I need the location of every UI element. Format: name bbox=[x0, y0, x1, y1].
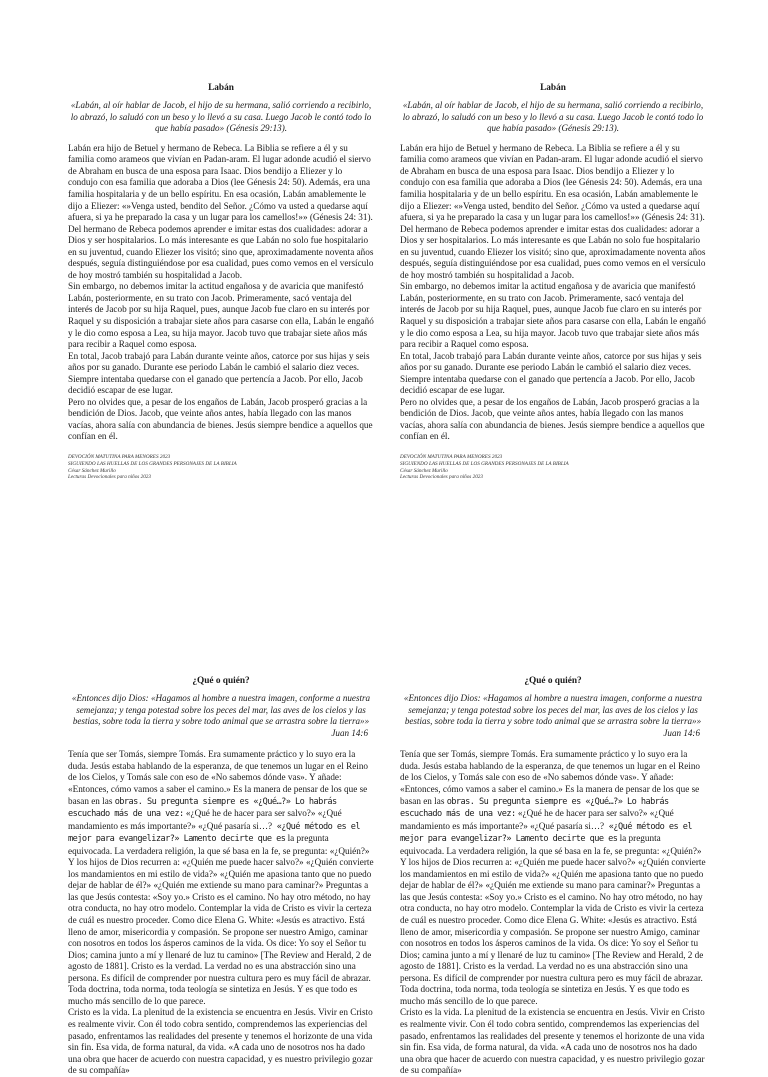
paragraph: Labán era hijo de Betuel y hermano de Rebeca. La Biblia se refiere a él y su familia como arameos que vivían en Padan-aram. El lugar adonde acudió el siervo de Abraham en busca de una esposa para Isaac. Dios bendijo a Eliezer y lo condujo con esa familia que adoraba a Dios (lee Génesis 24: 50). Además, era una familia hospitalaria y de un bello espíritu. En esa ocasión, Labán amablemente le dijo a Eliezer: «»Venga usted, bendito del Señor. ¿Cómo va usted a quedarse aquí afuera, si ya he preparado la casa y un lugar para los camellos!»» (Génesis 24: 31). Del hermano de Rebeca podemos aprender e imitar estas dos cualidades: adorar a Dios y ser hospitalarios. Lo más interesante es que Labán no solo fue hospitalario en su juventud, cuando Eliezer los visitó; sino que, aproximadamente noventa años después, seguía distinguiéndose por esa cualidad, pues como vemos en el versículo de hoy mostró también su hospitalidad a Jacob. bbox=[68, 142, 374, 280]
bold-text-run: «¿Qué método es el mejor para evangelizar?» Lamento decirte que es bbox=[68, 821, 360, 845]
text-run: la pregunta equivocada. La verdadera religión, la que sé basa en la fe, se pregunta: «¿Quién?» Y los hijos de Dios recurren a: «¿Quién me puede hacer salvo?» «¿Quién convierte los mandamientos en mi estilo de vida?» «¿Quién me apasiona tanto que no puedo dejar de hablar de él?» «¿Quién me extiende su mano para caminar?» Preguntas a las que Jesús contesta: «Soy yo.» Cristo es el camino. No hay otro método, no hay otra conducta, no hay otro modelo. Contemplar la vida de Cristo es vivir la certeza de cuál es nuestro proceder. Como dice Elena G. White: «Jesús es atractivo. Está lleno de amor, misericordia y compasión. Se propone ser nuestro Amigo, caminar con nosotros en todos los ásperos caminos de la vida. Os dice: Yo soy el Señor tu Dios; camina junto a mí y llenaré de luz tu camino» [The Review and Herald, 2 de agosto de 1881]. Cristo es la verdad. La verdad no es una abstracción sino una persona. Es difícil de comprender por nuestra cultura pero es muy fácil de abrazar. Toda doctrina, toda norma, toda teología se sintetiza en Jesús. Y es que todo es mucho más sencillo de lo que parece. bbox=[400, 833, 706, 1006]
credit-line: SIGUIENDO LAS HUELLAS DE LOS GRANDES PERSONAJES DE LA BIBLIA bbox=[68, 460, 237, 467]
key-verse: «Labán, al oír hablar de Jacob, el hijo de su hermana, salió corriendo a recibirlo, lo abrazó, lo saludó con un beso y lo llevó a su casa. Luego Jacob le contó todo lo que había pasado» (Génesis 29:13). bbox=[70, 100, 372, 134]
text-run: Tenía que ser Tomás, siempre Tomás. Era sumamente práctico y lo suyo era la duda. Jesús estaba hablando de la esperanza, de que tenemos un lugar en el Reino de los Cielos, y Tomás sale con eso de «No sabemos dónde vas». Y añade: «Entonces, cómo vamos a saber el camino.» Es la manera de pensar de los que se basan en las bbox=[400, 749, 701, 806]
text-run: la pregunta equivocada. La verdadera religión, la que sé basa en la fe, se pregunta: «¿Quién?» Y los hijos de Dios recurren a: «¿Quién me puede hacer salvo?» «¿Quién convierte los mandamientos en mi estilo de vida?» «¿Quién me apasiona tanto que no puedo dejar de hablar de él?» «¿Quién me extiende su mano para caminar?» Preguntas a las que Jesús contesta: «Soy yo.» Cristo es el camino. No hay otro método, no hay otra conducta, no hay otro modelo. Contemplar la vida de Cristo es vivir la certeza de cuál es nuestro proceder. Como dice Elena G. White: «Jesús es atractivo. Está lleno de amor, misericordia y compasión. Se propone ser nuestro Amigo, caminar con nosotros en todos los ásperos caminos de la vida. Os dice: Yo soy el Señor tu Dios; camina junto a mí y llenaré de luz tu camino» [The Review and Herald, 2 de agosto de 1881]. Cristo es la verdad. La verdad no es una abstracción sino una persona. Es difícil de comprender por nuestra cultura pero es muy fácil de abrazar. Toda doctrina, toda norma, toda teología se sintetiza en Jesús. Y es que todo es mucho más sencillo de lo que parece. bbox=[68, 833, 374, 1006]
paragraph: Sin embargo, no debemos imitar la actitud engañosa y de avaricia que manifestó Labán, posteriormente, en su trato con Jacob. Primeramente, sacó ventaja del interés de Jacob por su hija Raquel, pues, aunque Jacob fue claro en su interés por Raquel y su disposición a trabajar siete años para casarse con ella, Labán le engañó y le dio como esposa a Lea, su hija mayor. Jacob tuvo que trabajar siete años más para recibir a Raquel como esposa. bbox=[68, 281, 374, 350]
credits bbox=[68, 454, 374, 481]
page-que-o-quien-right bbox=[400, 675, 706, 1076]
key-verse: «Entonces dijo Dios: «Hagamos al hombre a nuestra imagen, conforme a nuestra semejanza; y tenga potestad sobre los peces del mar, las aves de los cielos y las bestias, sobre toda la tierra y sobre todo animal que se arrastra sobre la tierra»» bbox=[71, 693, 371, 727]
page-title: ¿Qué o quién? bbox=[524, 676, 582, 686]
page-title: ¿Qué o quién? bbox=[192, 676, 250, 686]
paragraph: Sin embargo, no debemos imitar la actitud engañosa y de avaricia que manifestó Labán, posteriormente, en su trato con Jacob. Primeramente, sacó ventaja del interés de Jacob por su hija Raquel, pues, aunque Jacob fue claro en su interés por Raquel y su disposición a trabajar siete años para casarse con ella, Labán le engañó y le dio como esposa a Lea, su hija mayor. Jacob tuvo que trabajar siete años más para recibir a Raquel como esposa. bbox=[400, 281, 706, 350]
page-laban-left bbox=[68, 82, 374, 522]
credit-line: SIGUIENDO LAS HUELLAS DE LOS GRANDES PERSONAJES DE LA BIBLIA bbox=[400, 460, 569, 467]
paragraph: Pero no olvides que, a pesar de los engaños de Labán, Jacob prosperó gracias a la bendición de Dios. Jacob, que veinte años antes, había llegado con las manos vacías, ahora salía con abundancia de bienes. Jesús siempre bendice a aquellos que confían en él. bbox=[400, 396, 705, 442]
key-verse: «Labán, al oír hablar de Jacob, el hijo de su hermana, salió corriendo a recibirlo, lo abrazó, lo saludó con un beso y lo llevó a su casa. Luego Jacob le contó todo lo que había pasado» (Génesis 29:13). bbox=[402, 100, 704, 134]
paragraph: En total, Jacob trabajó para Labán durante veinte años, catorce por sus hijas y seis años por su ganado. Durante ese periodo Labán le cambió el salario diez veces. Siempre intentaba quedarse con el ganado que pertencía a Jacob. Por ello, Jacob decidió escapar de ese lugar. bbox=[400, 350, 702, 396]
page-laban-right bbox=[400, 82, 706, 522]
text-run: Tenía que ser Tomás, siempre Tomás. Era sumamente práctico y lo suyo era la duda. Jesús estaba hablando de la esperanza, de que tenemos un lugar en el Reino de los Cielos, y Tomás sale con eso de «No sabemos dónde vas». Y añade: «Entonces, cómo vamos a saber el camino.» Es la manera de pensar de los que se basan en las bbox=[68, 749, 369, 806]
credit-line: DEVOCIÓN MATUTINA PARA MENORES 2023 bbox=[68, 454, 171, 460]
paragraph: Labán era hijo de Betuel y hermano de Rebeca. La Biblia se refiere a él y su familia como arameos que vivían en Padan-aram. El lugar adonde acudió el siervo de Abraham en busca de una esposa para Isaac. Dios bendijo a Eliezer y lo condujo con esa familia que adoraba a Dios (lee Génesis 24: 50). Además, era una familia hospitalaria y de un bello espíritu. En esa ocasión, Labán amablemente le dijo a Eliezer: «»Venga usted, bendito del Señor. ¿Cómo va usted a quedarse aquí afuera, si ya he preparado la casa y un lugar para los camellos!»» (Génesis 24: 31). Del hermano de Rebeca podemos aprender e imitar estas dos cualidades: adorar a Dios y ser hospitalarios. Lo más interesante es que Labán no solo fue hospitalario en su juventud, cuando Eliezer los visitó; sino que, aproximadamente noventa años después, seguía distinguiéndose por esa cualidad, pues como vemos en el versículo de hoy mostró también su hospitalidad a Jacob. bbox=[400, 142, 706, 280]
bold-text-run: obras. Su pregunta siempre es «¿Qué…?» Lo habrás escuchado más de una vez: bbox=[68, 796, 337, 820]
verse-reference: Juan 14:6 bbox=[331, 727, 368, 738]
paragraph: Cristo es la vida. La plenitud de la existencia se encuentra en Jesús. Vivir en Cristo es realmente vivir. Con él todo cobra sentido, comprendemos las experiencias del pasado, enfrentamos las realidades del presente y tenemos el horizonte de una vida sin fin. Esa vida, de forma natural, da vida. «A cada uno de nosotros nos ha dado una obra que hacer de acuerdo con nuestra capacidad, y es nuestro privilegio gozar de su compañía» bbox=[400, 1007, 705, 1076]
text-run: «¿Qué he de hacer para ser salvo?» «¿Qué mandamiento es más importante?» «¿Qué pasaría si…? bbox=[400, 808, 674, 831]
credit-line: Lecturas Devocionales para niños 2023 bbox=[400, 474, 483, 481]
bold-text-run: «¿Qué método es el mejor para evangelizar?» Lamento decirte que es bbox=[400, 821, 692, 845]
paragraph: Cristo es la vida. La plenitud de la existencia se encuentra en Jesús. Vivir en Cristo es realmente vivir. Con él todo cobra sentido, comprendemos las experiencias del pasado, enfrentamos las realidades del presente y tenemos el horizonte de una vida sin fin. Esa vida, de forma natural, da vida. «A cada uno de nosotros nos ha dado una obra que hacer de acuerdo con nuestra capacidad, y es nuestro privilegio gozar de su compañía» bbox=[68, 1007, 373, 1076]
paragraph: En total, Jacob trabajó para Labán durante veinte años, catorce por sus hijas y seis años por su ganado. Durante ese periodo Labán le cambió el salario diez veces. Siempre intentaba quedarse con el ganado que pertencía a Jacob. Por ello, Jacob decidió escapar de ese lugar. bbox=[68, 350, 370, 396]
paragraph bbox=[68, 749, 374, 1007]
key-verse: «Entonces dijo Dios: «Hagamos al hombre a nuestra imagen, conforme a nuestra semejanza; y tenga potestad sobre los peces del mar, las aves de los cielos y las bestias, sobre toda la tierra y sobre todo animal que se arrastra sobre la tierra»» bbox=[403, 693, 703, 727]
credit-line: César Sánchez Murillo bbox=[400, 467, 448, 474]
text-run: «¿Qué he de hacer para ser salvo?» «¿Qué mandamiento es más importante?» «¿Qué pasaría si…? bbox=[68, 808, 342, 831]
credits bbox=[400, 454, 706, 481]
credit-line: Lecturas Devocionales para niños 2023 bbox=[68, 474, 151, 481]
page-title: Labán bbox=[540, 83, 566, 93]
credit-line: DEVOCIÓN MATUTINA PARA MENORES 2023 bbox=[400, 454, 503, 460]
page-que-o-quien-left bbox=[68, 675, 374, 1076]
verse-reference: Juan 14:6 bbox=[663, 727, 700, 738]
paragraph bbox=[400, 749, 706, 1007]
credit-line: César Sánchez Murillo bbox=[68, 467, 116, 474]
page-title: Labán bbox=[208, 83, 234, 93]
paragraph: Pero no olvides que, a pesar de los engaños de Labán, Jacob prosperó gracias a la bendición de Dios. Jacob, que veinte años antes, había llegado con las manos vacías, ahora salía con abundancia de bienes. Jesús siempre bendice a aquellos que confían en él. bbox=[68, 396, 373, 442]
bold-text-run: obras. Su pregunta siempre es «¿Qué…?» Lo habrás escuchado más de una vez: bbox=[400, 796, 669, 820]
